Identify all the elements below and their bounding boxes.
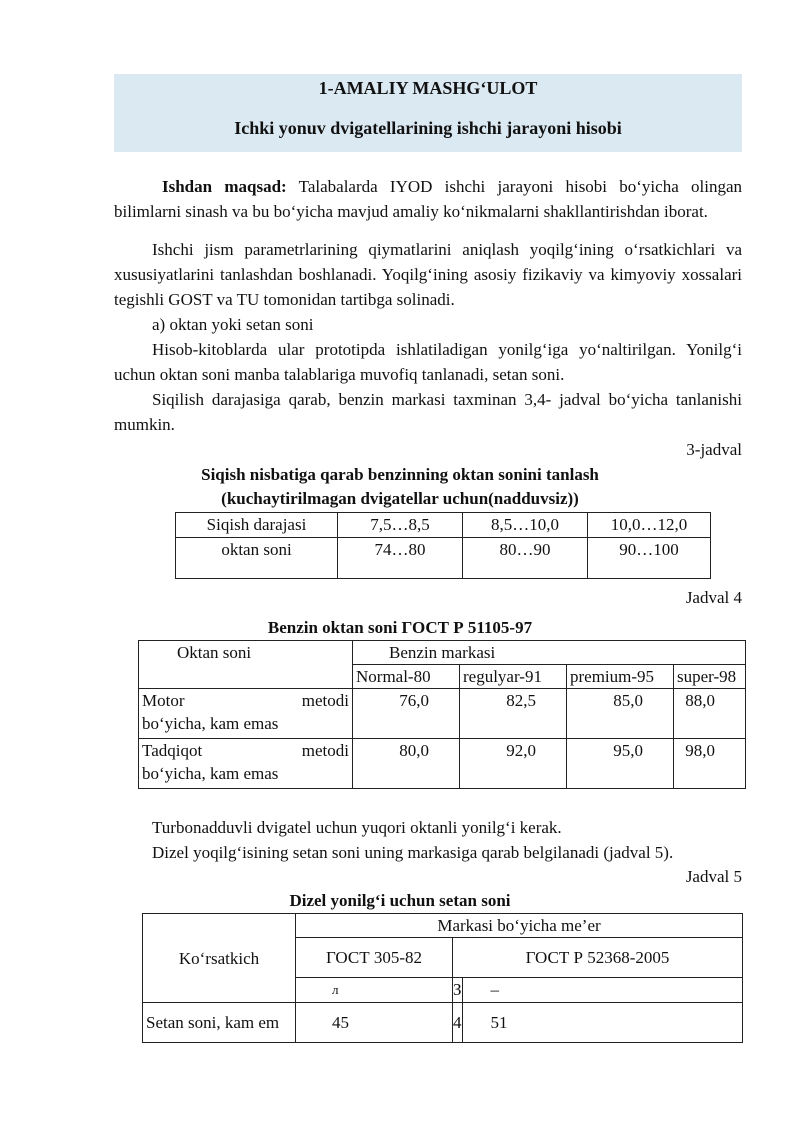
row-label: metodi	[301, 691, 349, 710]
table-cell: oktan soni	[176, 538, 338, 579]
paragraph-3	[114, 337, 742, 387]
table3-row	[176, 513, 711, 538]
table-cell: premium-95	[567, 665, 674, 689]
paragraph-3-text: Hisob-kitoblarda ular prototipda ishlatiladigan yonilg‘iga yo‘naltirilgan. Yonilg‘i uchun oktan soni manba talablariga muvofiq tanlanadi, setan soni.	[114, 340, 742, 384]
paragraph-1-text: Ishchi jism parametrlarining qiymatlarini aniqlash yoqilg‘ining o‘rsatkichlari va xususiyatlarini tanlashdan boshlanadi. Yoqilg‘ining asosiy fizikaviy va kimyoviy xossalari tegishli GOST va TU tomonidan tartibga solinadi.	[114, 240, 742, 309]
table-cell: ГОСТ 305-82	[296, 938, 453, 978]
table4-row	[139, 689, 746, 739]
table-cell: 85,0	[567, 689, 674, 739]
table-cell: 80…90	[463, 538, 588, 579]
table-cell	[139, 739, 353, 789]
row-label: bo‘yicha, kam emas	[142, 714, 279, 733]
table5-caption: Dizel yonilg‘i uchun setan soni	[289, 891, 511, 910]
table5	[142, 913, 743, 1043]
table-cell: –	[462, 978, 742, 1003]
row-label: bo‘yicha, kam emas	[142, 764, 279, 783]
page-subtitle: Ichki yonuv dvigatellarining ishchi jarayoni hisobi	[234, 118, 622, 138]
table-cell: 45	[296, 1003, 453, 1043]
table-cell: Siqish darajasi	[176, 513, 338, 538]
table3-row	[176, 538, 711, 579]
table4-caption: Benzin oktan soni ГОСТ Р 51105-97	[267, 618, 533, 637]
table-cell: super-98	[674, 665, 746, 689]
table-cell: regulyar-91	[460, 665, 567, 689]
intro-text: Talabalarda IYOD ishchi jarayoni hisobi bo‘yicha olingan bilimlarni sinash va bu bo‘yicha mavjud amaliy ko‘nikmalarni shakllantirishdan iborat.	[114, 177, 742, 221]
table-cell: Setan soni, kam em	[143, 1003, 296, 1043]
table-cell: 10,0…12,0	[588, 513, 711, 538]
page-title: 1-AMALIY MASHG‘ULOT	[318, 78, 538, 98]
table-cell: 7,5…8,5	[338, 513, 463, 538]
table-cell: 51	[462, 1003, 742, 1043]
intro-label: Ishdan maqsad:	[162, 177, 287, 196]
table-cell: Oktan soni	[139, 641, 353, 689]
table3	[175, 512, 711, 579]
table-cell: 95,0	[567, 739, 674, 789]
table-cell: Normal-80	[353, 665, 460, 689]
table-cell: 92,0	[460, 739, 567, 789]
table-cell: 76,0	[353, 689, 460, 739]
table-cell: ГОСТ Р 52368-2005	[453, 938, 743, 978]
table-cell: 80,0	[353, 739, 460, 789]
table3-caption-1: Siqish nisbatiga qarab benzinning oktan sonini tanlash	[201, 465, 599, 484]
table-cell: 98,0	[674, 739, 746, 789]
paragraph-6: Dizel yoqilg‘isining setan soni uning markasiga qarab belgilanadi (jadval 5).	[152, 843, 674, 862]
table4-label: Jadval 4	[685, 588, 742, 607]
paragraph-5: Turbonadduvli dvigatel uchun yuqori oktanli yonilg‘i kerak.	[152, 818, 562, 837]
row-label: metodi	[301, 741, 349, 760]
paragraph-4-text: Siqilish darajasiga qarab, benzin markasi taxminan 3,4- jadval bo‘yicha tanlanishi mumkin.	[114, 390, 742, 434]
intro-paragraph	[114, 174, 742, 224]
table5-row	[143, 1003, 743, 1043]
table-cell: 88,0	[674, 689, 746, 739]
table-cell: 74…80	[338, 538, 463, 579]
table-cell: 4	[453, 1003, 463, 1043]
row-label: Tadqiqot	[142, 741, 203, 760]
table4-row	[139, 739, 746, 789]
table-cell: 90…100	[588, 538, 711, 579]
table-cell: 82,5	[460, 689, 567, 739]
table3-label: 3-jadval	[686, 440, 742, 459]
paragraph-1	[114, 237, 742, 312]
table4-row	[139, 641, 746, 665]
table-cell	[139, 689, 353, 739]
table5-row	[143, 914, 743, 938]
table-cell: л	[296, 978, 453, 1003]
table-cell: З	[453, 978, 463, 1003]
paragraph-2: a) oktan yoki setan soni	[152, 315, 314, 334]
table4	[138, 640, 746, 789]
table3-caption-2: (kuchaytirilmagan dvigatellar uchun(nadduvsiz))	[221, 489, 579, 508]
table5-label: Jadval 5	[685, 867, 742, 886]
table-cell: 8,5…10,0	[463, 513, 588, 538]
table-cell: Benzin markasi	[353, 641, 746, 665]
row-label: Motor	[142, 691, 185, 710]
paragraph-4	[114, 387, 742, 437]
table-cell: Ko‘rsatkich	[143, 914, 296, 1003]
title-banner	[114, 74, 742, 152]
table-cell: Markasi bo‘yicha me’er	[296, 914, 743, 938]
